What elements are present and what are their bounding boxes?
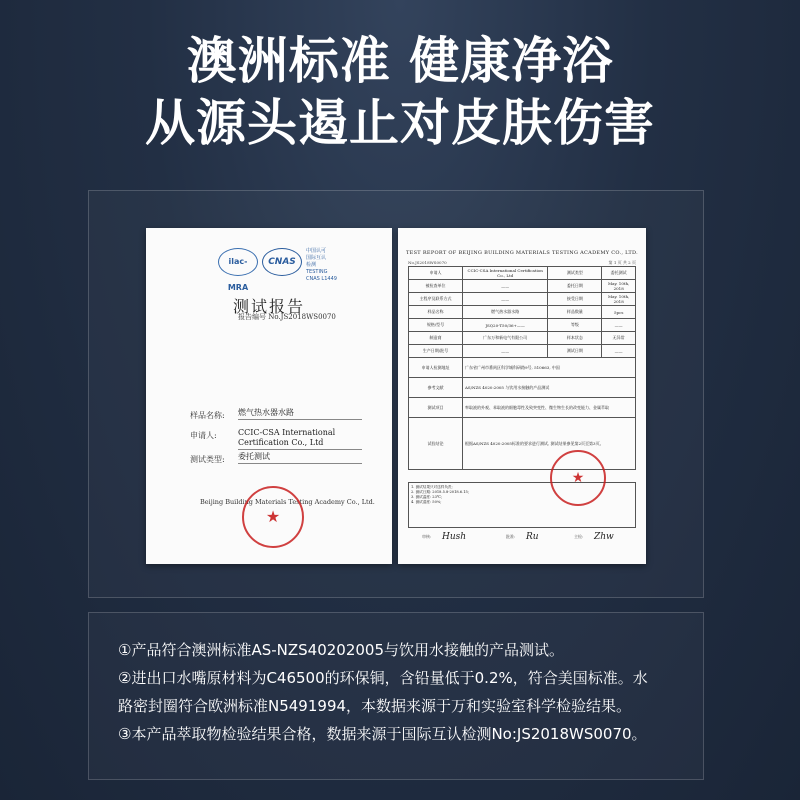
report-number: 报告编号 No.JS2018WS0070 (238, 313, 336, 321)
table-row: 测试项目 率取液的外观、苯取液的细胞毒性及致突变性、微生物生长的改变能力、金属萃取 (409, 398, 636, 418)
signature-label-review: 审核: (422, 534, 432, 539)
table-row: 主程序及联系方式 —— 接受日期 May. 10th, 2018 (409, 293, 636, 306)
report-notes: 1. 测试结果只对送样负责; 2. 测试日期: 2018.5.8-2018.6.15; 3. 测试温度: 23℃; 4. 测试湿度: 50%; (408, 482, 636, 528)
note-line: ③本产品萃取物检验结果合格，数据来源于国际互认检测No:JS2018WS0070。 (118, 725, 647, 743)
table-row: 规格/型号 JSQ20-T50/36+—— 等级 —— (409, 319, 636, 332)
applicant-value: CCIC-CSA International Certification Co., Ltd (238, 428, 362, 450)
note-line: ②进出口水嘴原材料为C46500的环保铜，含铅量低于0.2%，符合美国标准。水 (118, 669, 648, 687)
report-page-number-left: No.JS2018WS0070 (408, 260, 447, 265)
report-page-count: 第 1 页 共 2 页 (608, 260, 636, 265)
table-row: 制造商 广东万和新电气有限公司 样本状态 无异常 (409, 332, 636, 345)
red-seal-stamp: ★ (242, 486, 304, 548)
headline-line-1: 澳洲标准 健康净浴 (186, 32, 614, 90)
note-line: ①产品符合澳洲标准AS-NZS40202005与饮用水接触的产品测试。 (118, 641, 565, 659)
issuer-name: Beijing Building Materials Testing Academy Co., Ltd. (200, 498, 375, 506)
table-row: 样品名称 燃气热水器水路 样品数量 5pcs (409, 306, 636, 319)
test-type-value: 委托测试 (238, 452, 362, 464)
test-report-cover (146, 228, 392, 564)
table-row: 生产日期/批号 —— 测试日期 —— (409, 345, 636, 358)
signature-label-approve: 批准: (506, 534, 516, 539)
report-table (408, 266, 636, 470)
red-seal-stamp: ★ (550, 450, 606, 506)
report-title: 测试报告 (232, 297, 305, 316)
test-report-page (398, 228, 646, 564)
report-header: TEST REPORT OF BEIJING BUILDING MATERIALS TESTING ACADEMY CO., LTD. (405, 250, 639, 256)
sample-label: 样品名称: (190, 411, 225, 420)
table-row: 申请人检测地址 广东省广州市番禺区科学城科研路9号, 510663, 中国 (409, 358, 636, 378)
note-line: 路密封圈符合欧洲标准N5491994，本数据来源于万和实验室科学检验结果。 (118, 697, 632, 715)
signature-inspect: Zhw (594, 532, 614, 542)
cnas-logo: CNAS (262, 248, 302, 276)
table-row: 参考文献 AS/NZS 4020:2005 与饮用水接触的产品测试 (409, 378, 636, 398)
signature-review: Hush (442, 532, 467, 542)
table-row: 被检查单位 —— 委托日期 May. 10th, 2018 (409, 280, 636, 293)
product-notes (118, 636, 698, 748)
signature-approve: Ru (526, 532, 539, 542)
sample-value: 燃气热水器水路 (238, 408, 362, 420)
signature-label-inspect: 主检: (574, 534, 584, 539)
table-row: 试验结论 根据AS/NZS 4020:2005标准的要求进行测试, 测试结果参见第2页至第3页。 (409, 418, 636, 470)
applicant-label: 申请人: (190, 431, 217, 440)
ilac-mra-logo: ilac-MRA (218, 248, 258, 276)
test-type-label: 测试类型: (190, 455, 225, 464)
table-row: 申请人 CCIC-CSA International Certification Co., Ltd 测试类型 委托测试 (409, 267, 636, 280)
cnas-logo-text: 中国认可 国际互认 检测 TESTING CNAS L1449 (306, 248, 337, 282)
headline-line-2: 从源头遏止对皮肤伤害 (145, 94, 655, 152)
